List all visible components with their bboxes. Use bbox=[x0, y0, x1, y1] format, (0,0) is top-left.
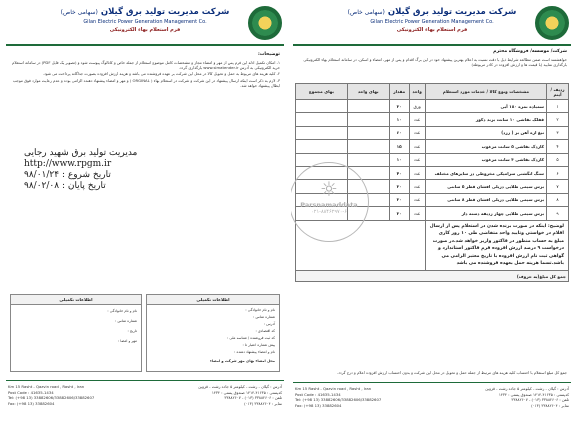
col-unit: واحد bbox=[409, 84, 425, 100]
item-no: ۵ bbox=[547, 153, 569, 166]
item-desc: کاردک نقاشی ۳ سانت مرغوب bbox=[425, 153, 546, 166]
col-unit-price: بهای واحد bbox=[347, 84, 389, 100]
item-unit: عدد bbox=[409, 193, 425, 206]
item-total[interactable] bbox=[296, 140, 348, 153]
item-qty: ۲۰ bbox=[389, 180, 409, 193]
note-cell bbox=[425, 220, 568, 271]
item-unit-price[interactable] bbox=[347, 140, 389, 153]
item-unit: عدد bbox=[409, 113, 425, 126]
footer-address-fa: آدرس : گیلان - رشت - کیلومتر ۵ جاده رشت - قزوین کدپستی : ۴۱۶۳۵-۱۴۱۴ صندوق پستی : ۱۴۳۴ تلفن : ۳۳۸۸۲۶۰۶ (۰۱۳) - ۳۳۸۸۲۶۰۷ نمابر : ۳۳۸۸۲۶۰۴ (۰۱۳) bbox=[198, 384, 282, 406]
page-header bbox=[291, 4, 573, 48]
table-row bbox=[296, 140, 569, 153]
table-row bbox=[296, 126, 569, 139]
item-desc: برس سیمی طلایی دریلی افشان قطر ۵ سانتی bbox=[425, 180, 546, 193]
item-no: ۱ bbox=[547, 100, 569, 113]
item-no: ۴ bbox=[547, 140, 569, 153]
item-qty: ۱۰ bbox=[389, 113, 409, 126]
item-unit: عدد bbox=[409, 140, 425, 153]
footer-address-en: Km 15 Rasht - Qazvin road , Rasht , Iran Post Code : 41635-1434 Tel: (+98 13) 33882606/33882606/33882607 Fax: (+98 13) 33882604 bbox=[295, 386, 382, 408]
sign-line: نام و امضاء پیشنهاد دهنده : bbox=[234, 350, 275, 354]
item-unit: عدد bbox=[409, 166, 425, 179]
item-qty: ۲۰ bbox=[389, 193, 409, 206]
footer-divider bbox=[6, 380, 284, 381]
form-title: فرم استعلام بهاء الکترونیکی bbox=[109, 27, 181, 33]
sign-line: مهر و امضا : bbox=[117, 339, 137, 343]
form-title: فرم استعلام بهاء الکترونیکی bbox=[396, 27, 468, 33]
item-desc: سمباده نمره ۱۸۰ آبی bbox=[425, 100, 546, 113]
item-total[interactable] bbox=[296, 100, 348, 113]
item-unit-price[interactable] bbox=[347, 100, 389, 113]
item-no: ۸ bbox=[547, 193, 569, 206]
table-row bbox=[296, 113, 569, 126]
item-no: ۳ bbox=[547, 126, 569, 139]
item-desc: تیغ اره آهن بر ( زرد) bbox=[425, 126, 546, 139]
sign-line: تاریخ : bbox=[127, 329, 137, 333]
sign-line: پیش شماره اعتبار تا : bbox=[242, 343, 275, 347]
sign-line: کد ثبت فروشنده / شناسه ملی : bbox=[226, 336, 275, 340]
intro-text: خواهشمند است ضمن مطالعه شرایط ذیل با دقت نسبت به اعلام بهترین پیشنهاد خود در این برگ اقدام و پس از مهر، امضاء و اسکن، در سامانه استعلام بهاء الکترونیکی بارگذاری نمایید (با قیمت ها و ارزش افزوده در کادر مربوطه) bbox=[303, 57, 567, 68]
item-unit-price[interactable] bbox=[347, 113, 389, 126]
addressee: شرکت/ موسسه/ فروشگاه محترم bbox=[493, 49, 567, 54]
footer-note: جمع کل مبلغ استعلام با احتساب کلیه هزینه های مرتبط از جمله حمل و تحویل در محل این شرکت و بدون احتساب ارزش افزوده اعلام و درج گردد. bbox=[337, 370, 567, 375]
item-unit-price[interactable] bbox=[347, 153, 389, 166]
item-qty: ۴۰ bbox=[389, 166, 409, 179]
sign-line: شماره تماس : bbox=[253, 315, 275, 319]
item-qty: ۶۰ bbox=[389, 126, 409, 139]
item-desc: قفلک نقاشی ۱۰ سانت برند دکور bbox=[425, 113, 546, 126]
item-unit: ورق bbox=[409, 100, 425, 113]
footer-divider bbox=[293, 382, 571, 383]
sign-box-title: اطلاعات تکمیلی bbox=[11, 295, 141, 305]
item-qty: ۱۵ bbox=[389, 140, 409, 153]
item-unit-price[interactable] bbox=[347, 126, 389, 139]
total-amount-label: جمع کل مبلغ(به حروف) bbox=[296, 271, 569, 282]
header-divider bbox=[293, 44, 571, 46]
item-total[interactable] bbox=[296, 113, 348, 126]
item-total[interactable] bbox=[296, 126, 348, 139]
sign-box-left bbox=[10, 294, 142, 372]
stamp-code: ۰۲۱-۸۸۴۶۲۹۷۰-۶ bbox=[311, 209, 347, 215]
item-no: ۶ bbox=[547, 166, 569, 179]
hand-line-org: مدیریت تولید برق شهید رجایی bbox=[24, 148, 138, 158]
sign-line: آدرس : bbox=[263, 322, 275, 326]
hand-line-url: http://www.rpgm.ir bbox=[24, 159, 112, 169]
stamp-text: Parsnamaddata bbox=[300, 201, 358, 209]
sign-line: کد اقتصادی : bbox=[255, 329, 275, 333]
hand-line-end: تاریخ پایان : ۹۸/۰۲/۰۸ bbox=[24, 181, 106, 191]
header-divider bbox=[6, 44, 284, 46]
item-unit: عدد bbox=[409, 126, 425, 139]
handwritten-note bbox=[24, 148, 137, 192]
company-name: شرکت مدیریت تولید برق گیلان (سهامی خاص) bbox=[347, 7, 517, 17]
item-no: ۲ bbox=[547, 113, 569, 126]
item-unit: عدد bbox=[409, 153, 425, 166]
watermark-stamp: ☼ Parsnamaddata ۰۲۱-۸۸۴۶۲۹۷۰-۶ bbox=[291, 162, 369, 242]
item-unit: عدد bbox=[409, 180, 425, 193]
col-qty: مقدار bbox=[389, 84, 409, 100]
item-desc: برس سیمی طلایی چهار ردیفه دسته دار bbox=[425, 207, 546, 220]
sign-line: نام و نام خانوادگی : bbox=[245, 308, 275, 312]
footer-address-fa: آدرس : گیلان - رشت - کیلومتر ۵ جاده رشت - قزوین کدپستی : ۴۱۶۳۵-۱۴۱۴ صندوق پستی : ۱۴۳۴ تلفن : ۳۳۸۸۲۶۰۶ (۰۱۳) - ۳۳۸۸۲۶۰۷ نمابر : ۳۳۸۸۲۶۰۴ (۰۱۳) bbox=[485, 386, 569, 408]
sign-line: شماره تماس : bbox=[115, 319, 137, 323]
company-name: شرکت مدیریت تولید برق گیلان (سهامی خاص) bbox=[60, 7, 230, 17]
notes-title: توضیحات: bbox=[258, 52, 280, 57]
company-name-en: Gilan Electric Power Generation Management Co. bbox=[370, 19, 494, 25]
item-no: ۷ bbox=[547, 180, 569, 193]
note-item: ۲- کلیه هزینه های مربوط به حمل و تحویل کالا در محل این شرکت بر عهده فروشنده می باشد و هزینه ارزش افزوده بصورت جداگانه پرداخت می شود. bbox=[42, 71, 280, 77]
note-item: ۱- امکان تکمیل ادله این فرم پس از مهر و امضاء مجاز و مشخصات کامل موضوع استعلام از جمله خاص و کاتالوگ پیوست شود و (تصویر یک فایل PDF) در سامانه استعلام خرید الکترونیکی به آدرس www.simatender.ir بارگذاری گردد. bbox=[12, 60, 280, 71]
item-desc: سنگ انگشتی سرامیکی مخروطی در سایزهای مختلف bbox=[425, 166, 546, 179]
col-desc: مشخصات ونوع کالا / خدمات مورد استعلام bbox=[425, 84, 546, 100]
item-unit: عدد bbox=[409, 207, 425, 220]
col-no: ردیف / آیتم bbox=[547, 84, 569, 100]
item-desc: برس سیمی طلایی دریلی افشان قطر ۸ سانتی bbox=[425, 193, 546, 206]
company-name-en: Gilan Electric Power Generation Management Co. bbox=[83, 19, 207, 25]
sign-line: محل امضاء بهای مهر شرکت و امضاء bbox=[210, 359, 275, 363]
item-qty: ۲۰ bbox=[389, 100, 409, 113]
table-header-row bbox=[296, 84, 569, 100]
note-item: ۳- لازم به ذکر است اینکه ارسال پیشنهاد در این شرکت و شرکت در استعلام بهاء ( ORGINAL ) و مهر و امضاء پیشنهاد دهنده الزامی بوده و عدم رعایت موارد فوق موجب ابطال پیشنهاد خواهد شد. bbox=[12, 77, 280, 88]
item-qty: ۱۰ bbox=[389, 153, 409, 166]
page-right bbox=[291, 2, 573, 428]
footer-address-en: Km 15 Rasht - Qazvin road , Rasht , Iran Post Code : 41635-1434 Tel: (+98 13) 33882606/33882606/33882607 Fax: (+98 13) 33882604 bbox=[8, 384, 95, 406]
item-desc: کاردک نقاشی ۵ سانت مرغوب bbox=[425, 140, 546, 153]
payment-note: لوضیح: اینکه در صورت برنده شدن در استعلام پس از ارسال اقلام در خواستی وتایید واحد متقاضی طی ۱۰ روز کاری مبلغ به حساب منظور در فاکتور واریز خواهد شد.در صورت درخواست ۹ درصد ارزش افزوده فرم فاکتور استاندارد و گواهی ثبت نام ارزش افزوده با تاریخ معتبر الزامی می باشد.تسما هزینه حمل بعهده فروشنده می باشد bbox=[429, 223, 564, 267]
table-row bbox=[296, 100, 569, 113]
page-header bbox=[4, 4, 286, 48]
notes-list bbox=[12, 60, 280, 88]
hand-line-start: تاریخ شروع : ۹۸/۰۱/۲۴ bbox=[24, 170, 111, 180]
page-left bbox=[4, 2, 286, 428]
sign-line: نام و نام خانوادگی : bbox=[107, 309, 137, 313]
col-total: بهای مجموع bbox=[296, 84, 348, 100]
total-row bbox=[296, 271, 569, 282]
item-qty: ۲۰ bbox=[389, 207, 409, 220]
sign-box-title: اطلاعات تکمیلی bbox=[147, 295, 279, 305]
sign-box-right bbox=[146, 294, 280, 372]
item-no: ۹ bbox=[547, 207, 569, 220]
